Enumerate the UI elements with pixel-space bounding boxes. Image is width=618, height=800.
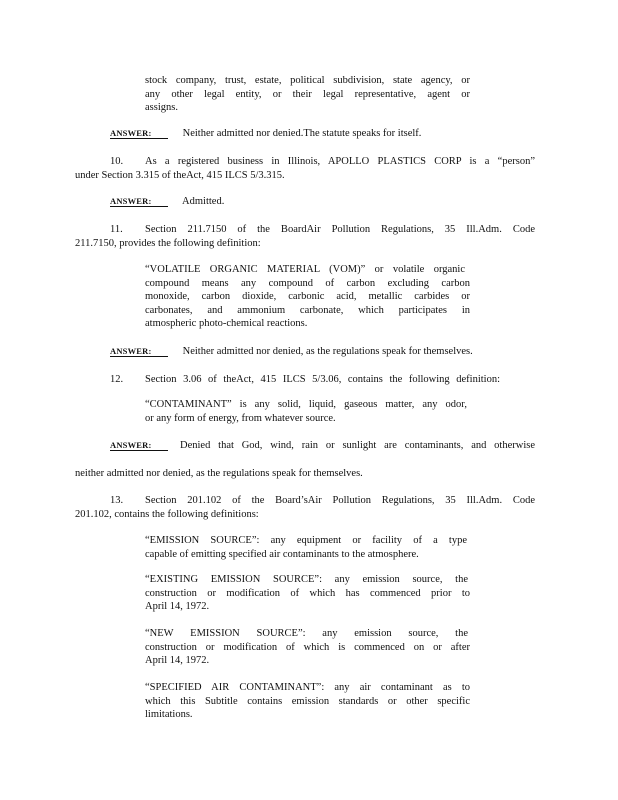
- definition-line: capable of emitting specified air contaminants to the atmosphere.: [145, 548, 419, 560]
- definition-line: “NEW EMISSION SOURCE”: any emission source, the: [145, 628, 468, 639]
- paragraph-12: [110, 373, 500, 387]
- definition-line: “EXISTING EMISSION SOURCE”: any emission source, the: [145, 574, 468, 585]
- answer-3: [110, 345, 473, 359]
- paragraph-text: As a registered business in Illinois, APOLLO PLASTICS CORP is a “person”: [145, 156, 535, 167]
- paragraph-number: 13.: [110, 495, 124, 506]
- answer-text: Neither admitted nor denied, as the regulations speak for themselves.: [182, 346, 473, 357]
- answer-label: ANSWER:: [110, 346, 168, 357]
- paragraph-number: 10.: [110, 156, 124, 167]
- definition-line: construction or modification of which has commenced prior to: [145, 587, 470, 599]
- paragraph-line: 211.7150, provides the following definition:: [75, 237, 261, 249]
- definition-line: compound means any compound of carbon excluding carbon: [145, 277, 470, 289]
- answer-1: [110, 127, 421, 141]
- paragraph-text: Section 211.7150 of the BoardAir Pollution Regulations, 35 Ill.Adm. Code: [145, 224, 535, 235]
- definition-line: stock company, trust, estate, political subdivision, state agency, or: [145, 75, 470, 86]
- paragraph-10: [75, 155, 535, 182]
- definition-line: which this Subtitle contains emission standards or other specific: [145, 695, 470, 707]
- answer-4-continued: [75, 467, 363, 481]
- continuation-definition: [145, 74, 470, 115]
- definition-emission-source: [145, 534, 470, 561]
- definition-line: limitations.: [145, 709, 193, 720]
- paragraph-13: [75, 494, 535, 521]
- answer-text: Denied that God, wind, rain or sunlight are contaminants, and otherwise: [180, 440, 535, 451]
- answer-line: [75, 439, 535, 453]
- definition-line: “CONTAMINANT” is any solid, liquid, gaseous matter, any odor,: [145, 399, 467, 410]
- paragraph-number: 12.: [110, 374, 124, 385]
- definition-line: carbonates, and ammonium carbonate, which participates in: [145, 304, 470, 316]
- answer-text: Neither admitted nor denied.The statute speaks for itself.: [182, 128, 422, 139]
- paragraph-text: Section 201.102 of the Board’sAir Pollution Regulations, 35 Ill.Adm. Code: [145, 495, 535, 506]
- definition-line: “EMISSION SOURCE”: any equipment or facility of a type: [145, 535, 467, 546]
- definition-line: or any form of energy, from whatever source.: [145, 412, 336, 424]
- answer-2: [110, 195, 224, 209]
- definition-line: any other legal entity, or their legal representative, agent or: [145, 88, 470, 100]
- paragraph-line: [75, 155, 535, 169]
- paragraph-line: [110, 373, 500, 387]
- paragraph-11: [75, 223, 535, 250]
- definition-line: “VOLATILE ORGANIC MATERIAL (VOM)” or volatile organic: [145, 264, 465, 275]
- definition-line: construction or modification of which is commenced on or after: [145, 641, 470, 653]
- answer-label: ANSWER:: [110, 196, 168, 207]
- definition-line: monoxide, carbon dioxide, carbonic acid, metallic carbides or: [145, 291, 470, 302]
- paragraph-text: Section 3.06 of theAct, 415 ILCS 5/3.06, contains the following definition:: [145, 374, 500, 385]
- answer-4: [75, 439, 535, 453]
- definition-existing-emission-source: [145, 573, 470, 614]
- definition-specified-air-contaminant: [145, 681, 470, 722]
- definition-vom: [145, 263, 470, 331]
- answer-label: ANSWER:: [110, 440, 168, 451]
- definition-line: assigns.: [145, 102, 178, 113]
- paragraph-line: 201.102, contains the following definitions:: [75, 508, 259, 520]
- definition-line: April 14, 1972.: [145, 655, 210, 666]
- answer-label: ANSWER:: [110, 128, 168, 139]
- definition-line: atmospheric photo-chemical reactions.: [145, 318, 308, 329]
- definition-line: April 14, 1972.: [145, 601, 210, 612]
- paragraph-line: [75, 223, 535, 237]
- paragraph-number: 11.: [110, 224, 123, 235]
- paragraph-line: under Section 3.315 of theAct, 415 ILCS 5/3.315.: [75, 169, 285, 181]
- answer-text: Admitted.: [182, 196, 225, 207]
- definition-line: “SPECIFIED AIR CONTAMINANT”: any air contaminant as to: [145, 682, 470, 693]
- answer-text: neither admitted nor denied, as the regulations speak for themselves.: [75, 468, 363, 479]
- definition-new-emission-source: [145, 627, 470, 668]
- definition-contaminant: [145, 398, 467, 425]
- paragraph-line: [75, 494, 535, 508]
